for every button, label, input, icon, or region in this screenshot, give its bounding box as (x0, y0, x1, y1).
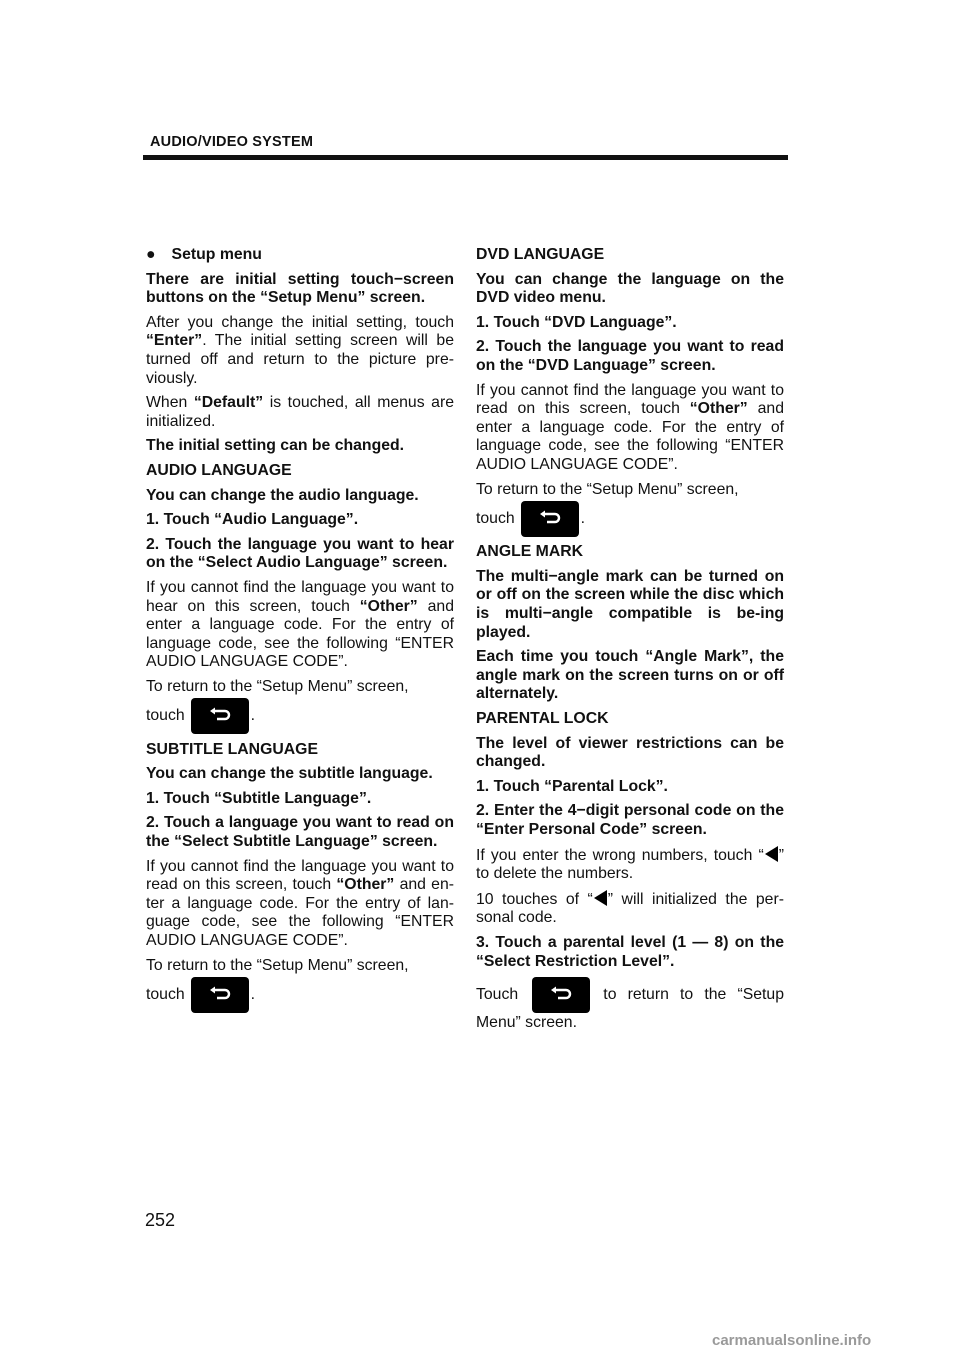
audio-step-2: 2. Touch the language you want to hear on the “Select Audio Language” screen. (146, 535, 454, 572)
left-triangle-icon (765, 846, 778, 862)
right-column (476, 246, 784, 1039)
text: is touched, all menus are initialized. (146, 394, 454, 430)
bullet-dot-icon: ● (146, 246, 156, 263)
subtitle-touch-line (146, 977, 454, 1013)
text: and en-ter a language code. For the entry of lan-guage code, see the following “ENTER AUDIO LANGUAGE CODE”. (146, 876, 455, 949)
changeable-note: The initial setting can be changed. (146, 437, 405, 455)
return-arrow-icon (209, 986, 231, 1002)
dvd-step-2: 2. Touch the language you want to read on the “DVD Language” screen. (476, 338, 784, 374)
text: . (580, 510, 586, 528)
enter-label: “Enter” (146, 332, 203, 350)
text: . (250, 707, 256, 725)
default-label: “Default” (193, 394, 264, 412)
return-arrow-icon (539, 510, 561, 526)
angle-toggle-note: Each time you touch “Angle Mark”, the angle mark on the screen turns on or off alternately. (476, 648, 784, 703)
parental-intro: The level of viewer restrictions can be changed. (476, 734, 784, 771)
angle-intro: The multi−angle mark can be turned on or off on the screen while the disc which is multi−angle compatible is be-ing played. (476, 567, 784, 641)
parental-reset-paragraph (476, 890, 784, 928)
header-rule (143, 155, 788, 160)
subtitle-intro: You can change the subtitle language. (146, 765, 433, 783)
other-label: “Other” (689, 400, 748, 418)
return-arrow-icon (209, 707, 231, 723)
parental-step-3: 3. Touch a parental level (1 — 8) on the “Select Restriction Level”. (476, 933, 784, 970)
text: Touch (476, 986, 519, 1004)
parental-return-paragraph (476, 977, 784, 1033)
bullet-label: Setup menu (171, 246, 262, 263)
subtitle-step-2: 2. Touch a language you want to read on the “Select Subtitle Language” screen. (146, 814, 454, 851)
intro-paragraph (146, 314, 454, 388)
page-header-title: AUDIO/VIDEO SYSTEM (150, 134, 314, 150)
audio-touch-line (146, 698, 454, 734)
watermark: carmanualsonline.info (712, 1332, 872, 1349)
text: and enter a language code. For the entry of language code, see the following “ENTER AUDIO LANGUAGE CODE”. (476, 400, 784, 473)
bullet-heading (146, 246, 454, 265)
parental-step-2: 2. Enter the 4−digit personal code on the “Enter Personal Code” screen. (476, 802, 784, 839)
return-button (532, 977, 590, 1013)
dvd-language-heading: DVD LANGUAGE (476, 246, 605, 263)
text: touch (476, 510, 515, 528)
angle-mark-heading: ANGLE MARK (476, 543, 584, 561)
audio-return-text: To return to the “Setup Menu” screen, (146, 677, 409, 695)
dvd-intro: You can change the language on the DVD video menu. (476, 270, 784, 307)
text: If you cannot find the language you want to read on this screen, touch (476, 381, 784, 418)
subtitle-other-paragraph (146, 858, 454, 951)
text: ” will initialized the per-sonal code. (476, 890, 784, 927)
parental-lock-heading: PARENTAL LOCK (476, 710, 609, 728)
dvd-return-text: To return to the “Setup Menu” screen, (476, 480, 739, 498)
parental-step-1: 1. Touch “Parental Lock”. (476, 777, 668, 795)
text: 10 touches of “ (476, 890, 593, 908)
return-button (191, 698, 249, 734)
other-label: “Other” (359, 597, 418, 615)
left-column (146, 246, 454, 1019)
dvd-other-paragraph (476, 382, 784, 475)
parental-delete-paragraph (476, 846, 784, 884)
dvd-touch-line (476, 501, 784, 537)
subtitle-return-text: To return to the “Setup Menu” screen, (146, 956, 409, 974)
text: . (250, 986, 256, 1004)
audio-intro: You can change the audio language. (146, 486, 419, 504)
text: to return to the “Setup Menu” screen. (476, 986, 784, 1032)
left-triangle-icon (594, 890, 607, 906)
audio-language-heading: AUDIO LANGUAGE (146, 461, 292, 479)
text: If you enter the wrong numbers, touch “ (476, 846, 764, 864)
text: When (146, 394, 194, 412)
text: If you cannot find the language you want to read on this screen, touch (146, 857, 454, 894)
audio-step-1: 1. Touch “Audio Language”. (146, 511, 359, 529)
subtitle-step-1: 1. Touch “Subtitle Language”. (146, 789, 372, 807)
default-paragraph (146, 394, 454, 431)
return-button (521, 501, 579, 537)
text: ” to delete the numbers. (476, 846, 784, 883)
text: touch (146, 707, 185, 725)
other-label: “Other” (336, 876, 395, 894)
dvd-step-1: 1. Touch “DVD Language”. (476, 313, 677, 331)
text: If you cannot find the language you want to hear on this screen, touch (146, 578, 454, 615)
text: . The initial setting screen will be turned off and return to the picture pre-viously. (146, 332, 454, 387)
return-arrow-icon (550, 986, 572, 1002)
page-number: 252 (145, 1210, 176, 1230)
text: and enter a language code. For the entry of language code, see the following “ENTER AUDIO LANGUAGE CODE”. (146, 597, 454, 671)
intro-bold: There are initial setting touch−screen buttons on the “Setup Menu” screen. (146, 270, 454, 307)
text: After you change the initial setting, touch (146, 313, 454, 331)
return-button (191, 977, 249, 1013)
text: touch (146, 986, 185, 1004)
subtitle-language-heading: SUBTITLE LANGUAGE (146, 740, 319, 758)
audio-other-paragraph (146, 579, 454, 672)
